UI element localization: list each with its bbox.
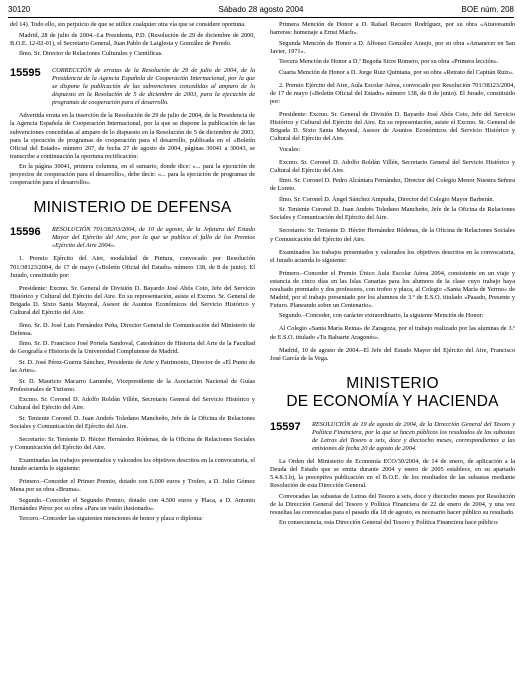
paragraph: Ilmo. Sr. Coronel D. Ángel Sánchez Ampudia, Director del Colegio Mayor Barberán. — [279, 195, 495, 203]
paragraph: Advertida errata en la inserción de la Resolución de 29 de julio de 2004, de la Presidencia de la Agencia Española de Cooperación Internacional, por la que se dispone la publicación de las subvenciones concedidas al amparo de lo dispuesto en la Resolución de 5 de diciembre de 2003, para la ejecución de programas de cooperación para el desarrollo, publicada en el «Boletín Oficial del Estado» número 207, de fecha 27 de agosto de 2004, páginas 30041 a 30043, se transcribe a continuación la oportuna rectificación: — [10, 112, 255, 160]
resolution-title: RESOLUCIÓN de 19 de agosto de 2004, de la Dirección General del Tesoro y Política Financiera, por la que se hacen públicos los resultados de las subastas de Letras del Tesoro a seis, doce y dieciocho meses, correspondientes a las emisiones de fecha 20 de agosto de 2004. — [312, 420, 515, 452]
paragraph: Segundo.–Conceder, con carácter extraordinario, la siguiente Mención de Honor: — [279, 312, 484, 320]
right-column — [270, 21, 515, 696]
paragraph: Tercera Mención de Honor a D.ª Begoña Sicre Romero, por su obra «Primera lección». — [279, 58, 499, 66]
paragraph: 2. Premio Ejército del Aire, Aula Escolar Aérea, convocado por Resolución 701/38123/2004, de 17 de mayo («Boletín Oficial del Estado» número 138, de 8 de junio). El Jurado, constituido por: — [270, 81, 515, 105]
resolution-number: 15597 — [270, 420, 301, 433]
paragraph: Sr. D. Mauricio Macarro Larumbe, Vicepresidente de la Asociación Nacional de Guías Profesionales de Turismo. — [10, 377, 255, 393]
paragraph: Vocales: — [279, 145, 301, 153]
issue-date: Sábado 28 agosto 2004 — [218, 5, 304, 14]
paragraph: Sr. Teniente Coronel D. Juan Andrés Toledano Mancheño, Jefe de la Oficina de Relaciones Sociales y Comunicación del Ejército del Aire. — [10, 414, 255, 430]
page-header — [8, 4, 514, 16]
page-number: 30120 — [8, 5, 31, 14]
paragraph: En la página 30041, primera columna, en el sumario, donde dice: «... para la ejecución de proyectos de cooperación para el desarrollo», debe decir: «... para la ejecución de programas de cooperación para el desarrollo». — [10, 163, 255, 187]
resolution-heading — [270, 421, 515, 453]
resolution-title: CORRECCIÓN de erratas de la Resolución de 29 de julio de 2004, de la Presidencia de la Agencia Española de Cooperación Internacional, por la que se dispone la publicación de las subvenciones concedidas al amparo de lo dispuesto en la Resolución de 5 de diciembre de 2003, para la ejecución de programas de cooperación para el desarrollo. — [52, 67, 255, 107]
resolution-number: 15595 — [10, 67, 41, 80]
paragraph: Primera Mención de Honor a D. Rafael Recuero Rodríguez, por su obra «Atravesando barreras: homenaje a Ernst Mach». — [270, 21, 515, 37]
paragraph: Ilmo. Sr. D. Francisco José Portela Sandoval, Catedrático de Historia del Arte de la Facultad de Geografía e Historia de la Universidad Complutense de Madrid. — [10, 340, 255, 356]
ministry-heading-line: DE ECONOMÍA Y HACIENDA — [286, 392, 499, 410]
paragraph: Cuarta Mención de Honor a D. Jorge Ruiz Quintana, por su obra «Retrato del Capitán Ruiz». — [279, 68, 514, 76]
left-column — [10, 21, 255, 696]
paragraph: Al Colegio «Santa María Reina» de Zaragoza, por el trabajo realizado por las alumnas de 3.º de E.S.O. titulado «Tu Baluarte Aragonés». — [270, 325, 515, 341]
paragraph: Primero.–Conceder el Premio Único Aula Escolar Aérea 2004, consistente en un viaje y estancia de cinco días en las Islas Canarias para los alumnos de la clase cuyo trabajo haya resultado premiado y dos profesores, con trofeo y placa, al Colegio «Santa María de Yermo» de Madrid, por el trabajo presentado por los alumnos de 3.º de E.S.O. titulado «Pasado, Presente y Futuro. Planeando sobre un Centenario». — [270, 269, 515, 309]
resolution-heading — [10, 226, 255, 250]
resolution-heading — [10, 67, 255, 107]
paragraph: Sr. Teniente Coronel D. Juan Andrés Toledano Mancheño, Jefe de la Oficina de Relaciones Sociales y Comunicación del Ejército del Aire. — [270, 206, 515, 222]
paragraph: Presidente: Excmo. Sr. General de División D. Bayardo José Abós Coto, Jefe del Servicio Histórico y Cultural del Ejército del Aire. En su representación, asiste el Excmo. Sr. General de Brigada D. Sixto Santa Mayoral, Asesor de Asuntos Económicos del Servicio Histórico y Cultural del Ejército del Aire. — [270, 110, 515, 143]
resolution-number: 15596 — [10, 226, 41, 239]
paragraph: Sr. D. José Pérez-Guerra Sánchez, Presidente de Arte y Patrimonio, Director de «El Punto de las Artes». — [10, 359, 255, 375]
paragraph: 1. Premio Ejército del Aire, modalidad de Pintura, convocado por Resolución 701/38123/2004, de 17 de mayo («Boletín Oficial del Estado» número 138, de 8 de junio). El Jurado, constituido por: — [10, 255, 255, 279]
ministry-heading — [270, 375, 515, 411]
paragraph: Secretario: Sr. Teniente D. Héctor Hernández Ródenas, de la Oficina de Relaciones Sociales y Comunicación del Ejército del Aire. — [270, 227, 515, 243]
header-rule — [8, 17, 514, 18]
paragraph: Convocadas las subastas de Letras del Tesoro a seis, doce y dieciocho meses por Resolución de la Dirección General del Tesoro y Política Financiera de 22 de enero de 2004, y una vez resueltas las convocadas para el pasado día 18 de agosto, es necesario hacer público su resultado. — [270, 492, 515, 516]
paragraph: Examinados los trabajos presentados y valorados los objetivos descritos en la convocatoria, el Jurado acuerda lo siguiente: — [270, 248, 515, 264]
journal-issue: BOE núm. 208 — [461, 5, 514, 14]
signature-paragraph: Madrid, 28 de julio de 2004.–La Presidenta, P.D. (Resolución de 29 de diciembre de 2000, B.O.E. 12-02-01), el Secretario General, Juan Pablo de Laiglesia y González de Peredo. — [10, 31, 255, 47]
ministry-heading: MINISTERIO DE DEFENSA — [33, 199, 232, 217]
paragraph: del 14). Todo ello, sin perjuicio de que se utilice cualquier otra vía que se considere oportuna. — [10, 21, 246, 28]
paragraph: Ilmo. Sr. D. José Luis Fernández Peña, Director General de Comunicación del Ministerio de Defensa. — [10, 321, 255, 337]
paragraph: Primero.–Conceder el Primer Premio, dotado con 6.000 euros y Trofeo, a D. Julio Gómez Mena por su obra «Bruma». — [10, 478, 255, 494]
paragraph: Examinadas las trabajos presentados y valorados los objetivos descritos en la convocatoria, el Jurado acuerda lo siguiente: — [10, 456, 255, 473]
paragraph: Segundo.–Conceder el Segundo Premio, dotado con 4.500 euros y Placa, a D. Antonio Hernández Pérez por su obra «Para un vuelo ilusionado». — [10, 496, 255, 512]
paragraph: Presidente: Excmo. Sr. General de División D. Bayardo José Abós Coto, Jefe del Servicio Histórico y Cultural del Ejército del Aire. En su representación, asiste el Excmo. Sr. General de Brigada D. Sixto Santa Mayoral, Asesor de Asuntos Económicos del Servicio Histórico y Cultural del Ejército del Aire. — [10, 284, 255, 316]
paragraph: Excmo. Sr. Coronel D. Adolfo Roldán Villén, Secretario General del Servicio Histórico y Cultural del Ejército del Aire. — [270, 158, 515, 174]
paragraph: Excmo. Sr. Coronel D. Adolfo Roldán Villén, Secretario General del Servicio Histórico y Cultural del Ejército del Aire. — [10, 396, 255, 412]
paragraph: Ilmo. Sr. Coronel D. Pedro Alcántara Fernández, Director del Colegio Menor Nuestra Señora de Loreto. — [270, 177, 515, 193]
signature-paragraph: Madrid, 10 de agosto de 2004.–El Jefe del Estado Mayor del Ejército del Aire, Francisco José García de la Vega. — [270, 346, 515, 362]
paragraph: Secretario: Sr. Teniente D. Héctor Hernández Ródenas, de la Oficina de Relaciones Sociales y Comunicación del Ejército del Aire. — [10, 435, 255, 451]
addressee-paragraph: Ilmo. Sr. Director de Relaciones Culturales y Científicas. — [19, 50, 163, 58]
resolution-title: RESOLUCIÓN 701/38203/2004, de 10 de agosto, de la Jefatura del Estado Mayor del Ejército del Aire, por la que se publica el fallo de los Premios «Ejército del Aire 2004». — [52, 226, 255, 250]
paragraph: Segunda Mención de Honor a D. Alfonso González Araujo, por su obra «Amanecer en San Javier, 1971». — [270, 39, 515, 55]
paragraph: Tercero.–Conceder las siguientes menciones de honor y placa o diploma: — [19, 515, 203, 523]
ministry-heading-line: MINISTERIO — [346, 374, 439, 392]
paragraph: La Orden del Ministerio de Economía ECO/30/2004, de 14 de enero, de aplicación a la Deuda del Estado que se emita durante 2004 y enero de 2005 establece, en su apartado 5.4.8.3.b), la preceptiva publicación en el B.O.E. de los resultados de las subastas mediante Resolución de esta Dirección General. — [270, 457, 515, 489]
paragraph: En consecuencia, esta Dirección General del Tesoro y Política Financiera hace público: — [279, 519, 499, 527]
